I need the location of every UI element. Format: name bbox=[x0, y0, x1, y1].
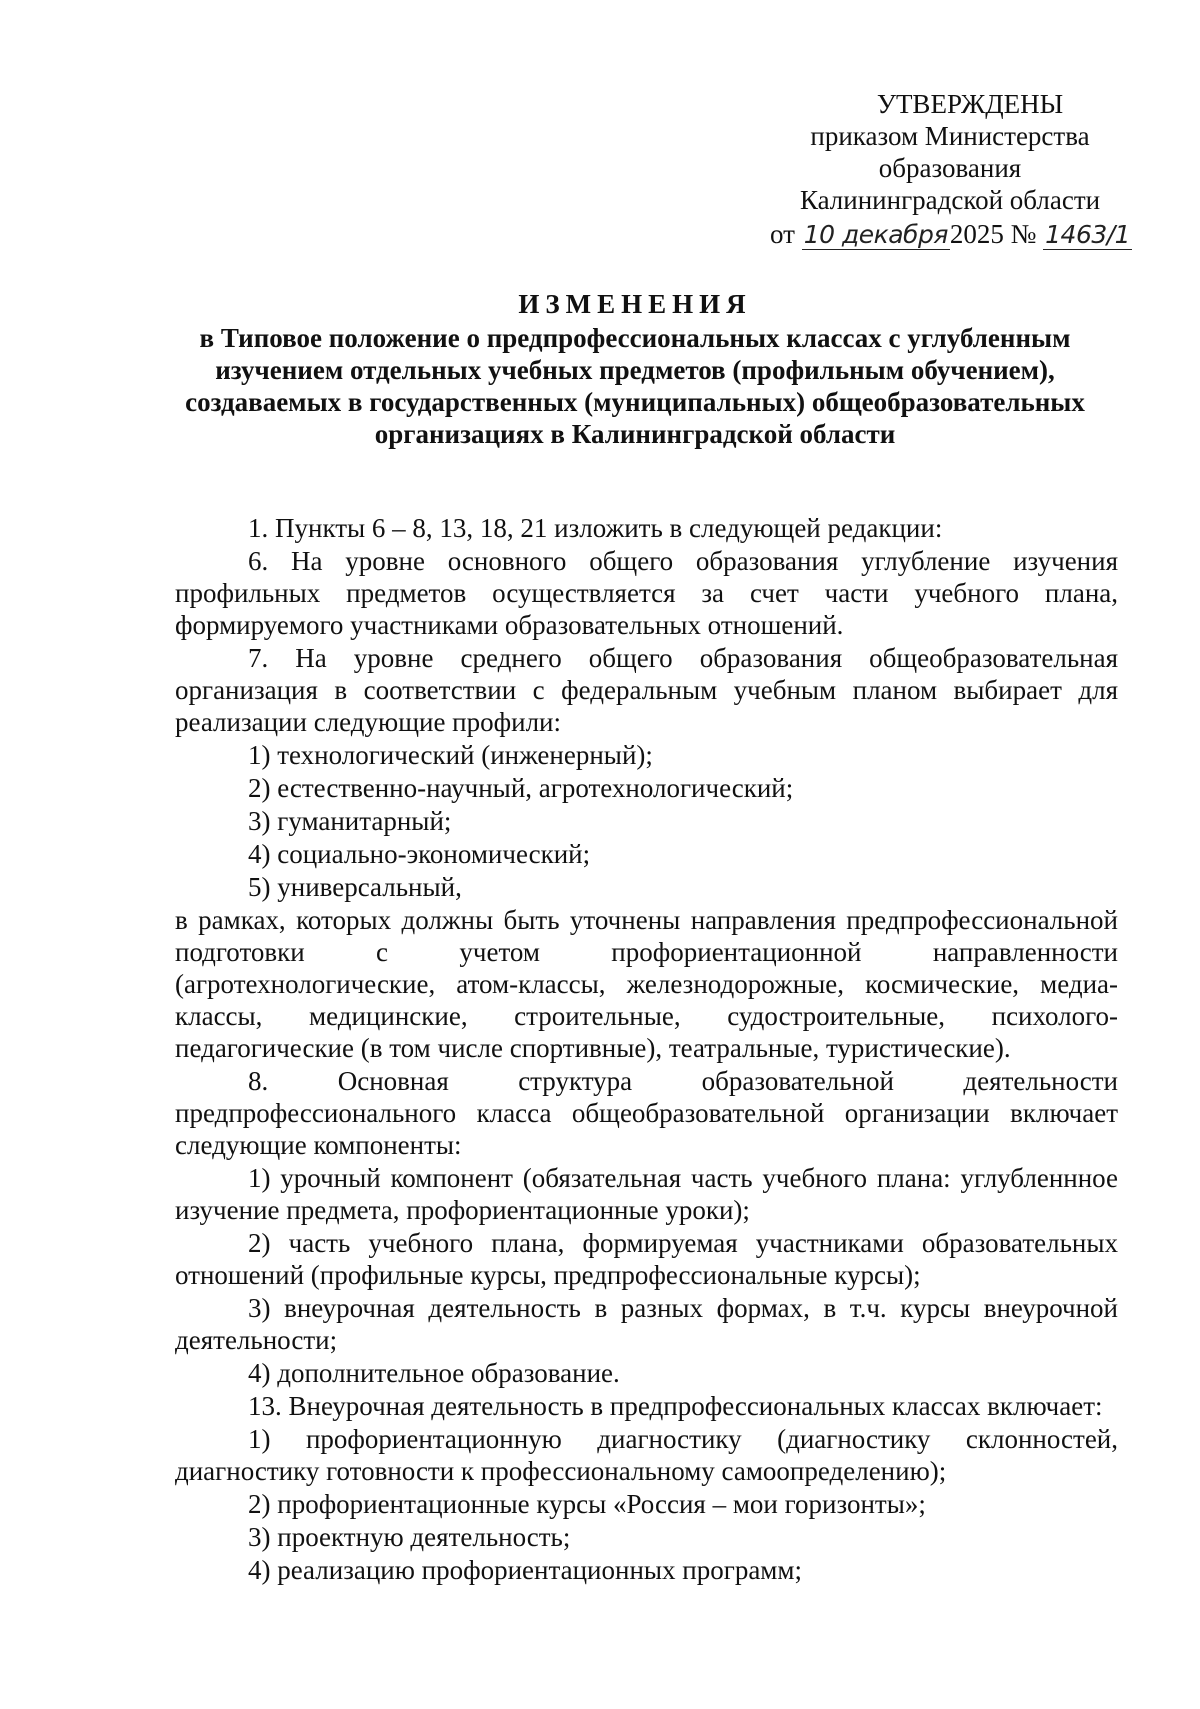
list-item: 4) дополнительное образование. bbox=[248, 1358, 620, 1388]
list-item: 3) гуманитарный; bbox=[248, 806, 452, 836]
list-item: 1) технологический (инженерный); bbox=[248, 740, 653, 770]
list-item: 3) проектную деятельность; bbox=[248, 1522, 571, 1552]
document-body bbox=[175, 512, 1118, 1587]
list-item: 3) внеурочная деятельность в разных формах, в т.ч. курсы внеурочной деятельности; bbox=[175, 1293, 1118, 1355]
list-item: 4) социально-экономический; bbox=[248, 839, 591, 869]
approval-line: образования bbox=[878, 153, 1022, 183]
title-line: создаваемых в государственных (муниципальных) общеобразовательных bbox=[185, 387, 1085, 417]
approval-block bbox=[770, 88, 1130, 251]
paragraph-13: 13. Внеурочная деятельность в предпрофессиональных классах включает: bbox=[248, 1391, 1103, 1421]
paragraph-6: 6. На уровне основного общего образования углубление изучения профильных предметов осуществляется за счет части учебного плана, формируемого участниками образовательных отношений. bbox=[175, 546, 1118, 640]
paragraph-8: 8. Основная структура образовательной деятельности предпрофессионального класса общеобразовательной организации включает следующие компоненты: bbox=[175, 1066, 1118, 1160]
list-item: 2) естественно-научный, агротехнологический; bbox=[248, 773, 794, 803]
title-line: организациях в Калининградской области bbox=[374, 419, 896, 449]
paragraph-1: 1. Пункты 6 – 8, 13, 18, 21 изложить в следующей редакции: bbox=[248, 513, 943, 543]
year-number-label: 2025 № bbox=[949, 219, 1037, 249]
document-title bbox=[150, 288, 1120, 450]
paragraph-7: 7. На уровне среднего общего образования общеобразовательная организация в соответствии с федеральным учебным планом выбирает для реализации следующие профили: bbox=[175, 643, 1118, 737]
list-item: 5) универсальный, bbox=[248, 872, 462, 902]
list-item: 2) профориентационные курсы «Россия – мои горизонты»; bbox=[248, 1489, 926, 1519]
paragraph-7-tail: в рамках, которых должны быть уточнены направления предпрофессиональной подготовки с учетом профориентационной направленности (агротехнологические, атом-классы, железнодорожные, космические, медиа-классы, медицинские, строительные, судостроительные, психолого-педагогические (в том числе спортивные), театральные, туристические). bbox=[175, 905, 1118, 1063]
list-item: 2) часть учебного плана, формируемая участниками образовательных отношений (профильные курсы, предпрофессиональные курсы); bbox=[175, 1228, 1118, 1290]
list-item: 1) урочный компонент (обязательная часть учебного плана: углубленнное изучение предмета, профориентационные уроки); bbox=[175, 1163, 1118, 1225]
approval-line: Калининградской области bbox=[799, 185, 1101, 215]
handwritten-date: 10 декабря bbox=[803, 220, 948, 249]
list-item: 4) реализацию профориентационных программ; bbox=[248, 1555, 802, 1585]
title-line: в Типовое положение о предпрофессиональных классах с углубленным bbox=[199, 323, 1071, 353]
title-line: изучением отдельных учебных предметов (профильным обучением), bbox=[215, 355, 1055, 385]
approval-line: приказом Министерства bbox=[810, 121, 1090, 151]
date-prefix: от bbox=[770, 219, 795, 249]
title-heading: ИЗМЕНЕНИЯ bbox=[518, 289, 752, 319]
list-item: 1) профориентационную диагностику (диагностику склонностей, диагностику готовности к профессиональному самоопределению); bbox=[175, 1424, 1118, 1486]
handwritten-number: 1463/1 bbox=[1045, 220, 1131, 249]
approval-date-line bbox=[770, 218, 1130, 251]
approval-heading: УТВЕРЖДЕНЫ bbox=[876, 89, 1064, 119]
